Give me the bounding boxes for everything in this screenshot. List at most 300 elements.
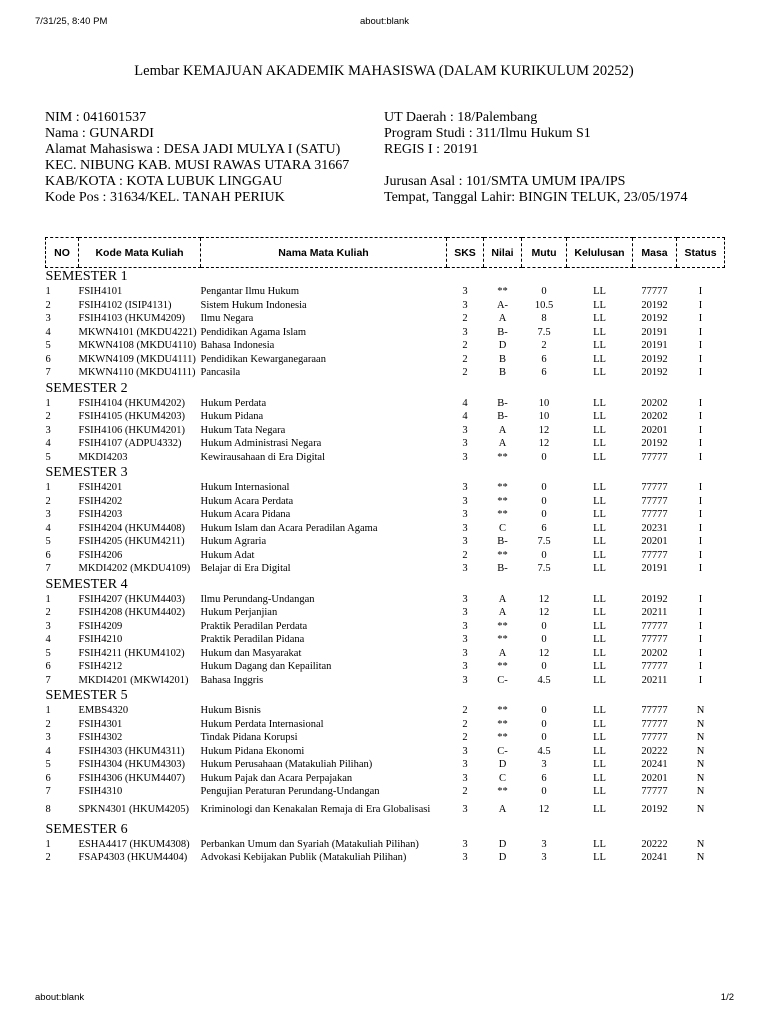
cell-nama: Bahasa Indonesia xyxy=(200,340,275,352)
table-row xyxy=(46,593,725,607)
cell-nilai: ** xyxy=(497,451,508,463)
cell-masa: 77777 xyxy=(641,705,668,717)
cell-nilai: D xyxy=(498,838,507,850)
cell-kelulusan: LL xyxy=(593,482,606,494)
info-kode-pos: Kode Pos : 31634/KEL. TANAH PERIUK xyxy=(45,190,285,205)
cell-masa: 77777 xyxy=(641,620,668,632)
cell-masa: 77777 xyxy=(641,286,668,298)
cell-status: I xyxy=(698,482,703,494)
cell-kelulusan: LL xyxy=(593,424,606,436)
cell-mutu: 0 xyxy=(541,482,547,494)
cell-masa: 20192 xyxy=(641,299,668,311)
cell-no: 1 xyxy=(45,286,51,298)
cell-nama: Hukum Perdata xyxy=(200,397,267,409)
table-row xyxy=(46,799,725,821)
cell-status: I xyxy=(698,536,703,548)
cell-kode: MKWN4110 (MKDU4111) xyxy=(78,367,196,379)
cell-kelulusan: LL xyxy=(593,299,606,311)
cell-sks: 2 xyxy=(462,353,468,365)
cell-status: I xyxy=(698,299,703,311)
cell-mutu: 0 xyxy=(541,634,547,646)
cell-status: I xyxy=(698,509,703,521)
info-nim: NIM : 041601537 xyxy=(45,110,147,125)
cell-nilai: C- xyxy=(497,745,508,757)
cell-nilai: ** xyxy=(497,549,508,561)
cell-status: I xyxy=(698,674,703,686)
cell-nama: Bahasa Inggris xyxy=(200,674,264,686)
cell-mutu: 10 xyxy=(538,411,550,423)
cell-no: 3 xyxy=(45,620,51,632)
cell-nilai: A xyxy=(498,424,507,436)
cell-no: 5 xyxy=(45,759,51,771)
info-program-studi: Program Studi : 311/Ilmu Hukum S1 xyxy=(384,126,591,141)
cell-nama: Kewirausahaan di Era Digital xyxy=(200,451,325,463)
cell-status: I xyxy=(698,340,703,352)
cell-mutu: 0 xyxy=(541,661,547,673)
cell-mutu: 7.5 xyxy=(537,563,551,575)
cell-sks: 2 xyxy=(462,718,468,730)
cell-nama: Hukum Perjanjian xyxy=(200,607,278,619)
cell-nama: Praktik Peradilan Perdata xyxy=(200,620,308,632)
cell-nilai: ** xyxy=(497,732,508,744)
cell-kode: FSAP4303 (HKUM4404) xyxy=(78,852,188,864)
cell-masa: 20201 xyxy=(641,772,668,784)
cell-nama: Pengantar Ilmu Hukum xyxy=(200,286,300,298)
cell-no: 3 xyxy=(45,509,51,521)
cell-kelulusan: LL xyxy=(593,745,606,757)
cell-mutu: 6 xyxy=(541,522,547,534)
cell-masa: 20191 xyxy=(641,326,668,338)
cell-mutu: 0 xyxy=(541,495,547,507)
col-header-kelulusan: Kelulusan xyxy=(567,238,633,268)
cell-masa: 20192 xyxy=(641,438,668,450)
cell-nilai: C xyxy=(498,772,506,784)
cell-mutu: 12 xyxy=(538,804,550,815)
table-row xyxy=(46,481,725,495)
cell-masa: 20191 xyxy=(641,340,668,352)
cell-nama: Pendidikan Kewarganegaraan xyxy=(200,353,326,365)
cell-kelulusan: LL xyxy=(593,411,606,423)
cell-status: N xyxy=(696,786,705,798)
cell-nilai: B- xyxy=(497,411,508,423)
print-url: about:blank xyxy=(35,992,85,1003)
cell-kelulusan: LL xyxy=(593,607,606,619)
cell-masa: 20241 xyxy=(641,759,668,771)
cell-mutu: 12 xyxy=(538,424,550,436)
print-header xyxy=(35,16,734,30)
cell-sks: 2 xyxy=(462,340,468,352)
cell-status: N xyxy=(696,732,705,744)
cell-mutu: 0 xyxy=(541,732,547,744)
cell-sks: 3 xyxy=(462,759,468,771)
cell-masa: 77777 xyxy=(641,786,668,798)
cell-status: N xyxy=(696,838,705,850)
cell-mutu: 4.5 xyxy=(537,745,551,757)
cell-nilai: B xyxy=(498,353,506,365)
semester-label: SEMESTER 2 xyxy=(45,380,128,396)
cell-mutu: 2 xyxy=(541,340,547,352)
cell-nama: Pancasila xyxy=(200,367,241,379)
cell-sks: 2 xyxy=(462,732,468,744)
cell-kode: SPKN4301 (HKUM4205) xyxy=(78,804,190,815)
print-footer xyxy=(35,992,734,1006)
cell-no: 6 xyxy=(45,772,51,784)
cell-nilai: A xyxy=(498,593,507,605)
table-row xyxy=(46,397,725,411)
cell-status: I xyxy=(698,286,703,298)
cell-status: I xyxy=(698,367,703,379)
table-row xyxy=(46,718,725,732)
cell-kelulusan: LL xyxy=(593,772,606,784)
cell-nilai: A xyxy=(498,804,507,815)
cell-no: 4 xyxy=(45,634,51,646)
cell-nama: Hukum Agraria xyxy=(200,536,267,548)
cell-nama: Praktik Peradilan Pidana xyxy=(200,634,305,646)
cell-sks: 3 xyxy=(462,536,468,548)
cell-mutu: 10.5 xyxy=(534,299,554,311)
table-row xyxy=(46,424,725,438)
cell-nilai: ** xyxy=(497,705,508,717)
cell-status: I xyxy=(698,563,703,575)
cell-no: 1 xyxy=(45,482,51,494)
cell-nama: Pengujian Peraturan Perundang-Undangan xyxy=(200,786,380,798)
cell-no: 6 xyxy=(45,549,51,561)
cell-kode: FSIH4303 (HKUM4311) xyxy=(78,745,185,757)
semester-row xyxy=(46,380,725,397)
cell-mutu: 12 xyxy=(538,438,550,450)
cell-nama: Hukum Pajak dan Acara Perpajakan xyxy=(200,772,353,784)
cell-sks: 3 xyxy=(462,661,468,673)
cell-nama: Advokasi Kebijakan Publik (Matakuliah Pilihan) xyxy=(200,852,407,864)
cell-kode: FSIH4306 (HKUM4407) xyxy=(78,772,185,784)
cell-kode: FSIH4101 xyxy=(78,286,123,298)
cell-mutu: 0 xyxy=(541,451,547,463)
cell-kode: MKWN4101 (MKDU4221) xyxy=(78,326,197,338)
cell-masa: 20211 xyxy=(641,674,668,686)
cell-kode: FSIH4208 (HKUM4402) xyxy=(78,607,185,619)
cell-nama: Hukum Adat xyxy=(200,549,255,561)
cell-mutu: 12 xyxy=(538,607,550,619)
cell-nilai: A xyxy=(498,313,507,325)
table-row xyxy=(46,758,725,772)
cell-nama: Hukum Acara Pidana xyxy=(200,509,291,521)
table-row xyxy=(46,731,725,745)
cell-status: I xyxy=(698,549,703,561)
cell-masa: 20202 xyxy=(641,647,668,659)
cell-sks: 2 xyxy=(462,367,468,379)
cell-nilai: D xyxy=(498,852,507,864)
cell-masa: 20222 xyxy=(641,745,668,757)
table-row xyxy=(46,312,725,326)
cell-masa: 77777 xyxy=(641,482,668,494)
cell-sks: 3 xyxy=(462,620,468,632)
cell-mutu: 4.5 xyxy=(537,674,551,686)
cell-no: 7 xyxy=(45,786,51,798)
cell-masa: 77777 xyxy=(641,495,668,507)
table-row xyxy=(46,851,725,865)
cell-masa: 20231 xyxy=(641,522,668,534)
cell-masa: 20191 xyxy=(641,563,668,575)
cell-status: I xyxy=(698,411,703,423)
cell-sks: 3 xyxy=(462,424,468,436)
cell-status: N xyxy=(696,718,705,730)
cell-sks: 3 xyxy=(462,299,468,311)
cell-masa: 20192 xyxy=(641,804,668,815)
semester-row xyxy=(46,821,725,838)
cell-status: I xyxy=(698,607,703,619)
cell-sks: 4 xyxy=(462,411,468,423)
cell-masa: 20201 xyxy=(641,424,668,436)
cell-mutu: 6 xyxy=(541,353,547,365)
cell-no: 2 xyxy=(45,299,51,311)
cell-status: N xyxy=(696,705,705,717)
cell-kode: MKDI4201 (MKWI4201) xyxy=(78,674,189,686)
cell-nama: Hukum Pidana xyxy=(200,411,264,423)
cell-no: 1 xyxy=(45,593,51,605)
cell-no: 3 xyxy=(45,424,51,436)
cell-nama: Ilmu Negara xyxy=(200,313,254,325)
cell-status: I xyxy=(698,522,703,534)
cell-no: 2 xyxy=(45,718,51,730)
cell-nama: Hukum Pidana Ekonomi xyxy=(200,745,305,757)
cell-mutu: 0 xyxy=(541,620,547,632)
cell-mutu: 3 xyxy=(541,759,547,771)
table-row xyxy=(46,633,725,647)
student-info-right xyxy=(384,110,688,206)
table-header-row xyxy=(46,238,725,268)
cell-mutu: 12 xyxy=(538,647,550,659)
cell-kode: FSIH4310 xyxy=(78,786,123,798)
cell-masa: 20192 xyxy=(641,593,668,605)
cell-no: 7 xyxy=(45,367,51,379)
cell-masa: 20202 xyxy=(641,411,668,423)
cell-sks: 3 xyxy=(462,286,468,298)
cell-no: 5 xyxy=(45,536,51,548)
cell-status: I xyxy=(698,313,703,325)
cell-masa: 20192 xyxy=(641,353,668,365)
cell-kode: FSIH4304 (HKUM4303) xyxy=(78,759,185,771)
cell-no: 4 xyxy=(45,438,51,450)
cell-kelulusan: LL xyxy=(593,367,606,379)
info-nama: Nama : GUNARDI xyxy=(45,126,154,141)
semester-row xyxy=(46,687,725,704)
semester-row xyxy=(46,464,725,481)
cell-no: 5 xyxy=(45,451,51,463)
cell-no: 2 xyxy=(45,852,51,864)
table-row xyxy=(46,549,725,563)
cell-nilai: ** xyxy=(497,634,508,646)
table-row xyxy=(46,745,725,759)
table-row xyxy=(46,339,725,353)
cell-kode: ESHA4417 (HKUM4308) xyxy=(78,838,190,850)
cell-kode: FSIH4102 (ISIP4131) xyxy=(78,299,172,311)
cell-kode: FSIH4105 (HKUM4203) xyxy=(78,411,185,423)
cell-nilai: ** xyxy=(497,482,508,494)
cell-sks: 3 xyxy=(462,838,468,850)
cell-kelulusan: LL xyxy=(593,804,606,815)
cell-sks: 3 xyxy=(462,745,468,757)
cell-no: 2 xyxy=(45,495,51,507)
cell-mutu: 6 xyxy=(541,367,547,379)
info-jurusan-asal: Jurusan Asal : 101/SMTA UMUM IPA/IPS xyxy=(384,174,626,189)
cell-nilai: A- xyxy=(496,299,509,311)
cell-kode: FSIH4202 xyxy=(78,495,123,507)
cell-mutu: 0 xyxy=(541,718,547,730)
cell-mutu: 3 xyxy=(541,852,547,864)
cell-nilai: ** xyxy=(497,786,508,798)
table-row xyxy=(46,285,725,299)
col-header-status: Status xyxy=(677,238,725,268)
cell-nama: Hukum Perdata Internasional xyxy=(200,718,324,730)
cell-sks: 3 xyxy=(462,674,468,686)
table-row xyxy=(46,535,725,549)
cell-mutu: 6 xyxy=(541,772,547,784)
cell-nilai: A xyxy=(498,647,507,659)
student-info-left xyxy=(45,110,349,206)
cell-mutu: 10 xyxy=(538,397,550,409)
grades-body xyxy=(46,268,725,865)
cell-no: 1 xyxy=(45,397,51,409)
table-row xyxy=(46,785,725,799)
cell-kelulusan: LL xyxy=(593,451,606,463)
cell-masa: 77777 xyxy=(641,549,668,561)
cell-sks: 3 xyxy=(462,509,468,521)
cell-sks: 2 xyxy=(462,786,468,798)
cell-kelulusan: LL xyxy=(593,353,606,365)
cell-masa: 20211 xyxy=(641,607,668,619)
table-row xyxy=(46,326,725,340)
table-row xyxy=(46,562,725,576)
cell-kelulusan: LL xyxy=(593,522,606,534)
cell-kelulusan: LL xyxy=(593,593,606,605)
info-alamat-line2: KEC. NIBUNG KAB. MUSI RAWAS UTARA 31667 xyxy=(45,158,350,173)
cell-sks: 3 xyxy=(462,772,468,784)
col-header-sks: SKS xyxy=(447,238,484,268)
cell-status: I xyxy=(698,326,703,338)
cell-kelulusan: LL xyxy=(593,326,606,338)
cell-kelulusan: LL xyxy=(593,563,606,575)
cell-kelulusan: LL xyxy=(593,634,606,646)
cell-kelulusan: LL xyxy=(593,620,606,632)
cell-kode: FSIH4107 (ADPU4332) xyxy=(78,438,182,450)
cell-nama: Sistem Hukum Indonesia xyxy=(200,299,307,311)
cell-sks: 2 xyxy=(462,705,468,717)
table-row xyxy=(46,647,725,661)
col-header-masa: Masa xyxy=(633,238,677,268)
cell-nilai: A xyxy=(498,438,507,450)
cell-sks: 3 xyxy=(462,482,468,494)
cell-no: 1 xyxy=(45,838,51,850)
cell-sks: 3 xyxy=(462,634,468,646)
cell-nama: Hukum Acara Perdata xyxy=(200,495,294,507)
cell-sks: 2 xyxy=(462,549,468,561)
cell-status: N xyxy=(696,852,705,864)
cell-kelulusan: LL xyxy=(593,509,606,521)
cell-status: I xyxy=(698,647,703,659)
info-alamat: Alamat Mahasiswa : DESA JADI MULYA I (SATU) xyxy=(45,142,341,157)
info-ttl: Tempat, Tanggal Lahir: BINGIN TELUK, 23/05/1974 xyxy=(384,190,688,205)
cell-nilai: D xyxy=(498,340,507,352)
cell-mutu: 12 xyxy=(538,593,550,605)
cell-status: N xyxy=(696,745,705,757)
cell-no: 7 xyxy=(45,674,51,686)
cell-nama: Hukum Tata Negara xyxy=(200,424,286,436)
cell-mutu: 0 xyxy=(541,549,547,561)
cell-no: 1 xyxy=(45,705,51,717)
cell-masa: 77777 xyxy=(641,634,668,646)
cell-kelulusan: LL xyxy=(593,732,606,744)
table-row xyxy=(46,620,725,634)
cell-kelulusan: LL xyxy=(593,549,606,561)
cell-mutu: 0 xyxy=(541,509,547,521)
cell-no: 6 xyxy=(45,353,51,365)
cell-nilai: A xyxy=(498,607,507,619)
cell-kode: FSIH4207 (HKUM4403) xyxy=(78,593,185,605)
info-regis: REGIS I : 20191 xyxy=(384,142,479,157)
cell-masa: 20201 xyxy=(641,536,668,548)
cell-kode: MKWN4108 (MKDU4110) xyxy=(78,340,197,352)
cell-mutu: 0 xyxy=(541,786,547,798)
cell-status: N xyxy=(696,804,705,815)
cell-no: 6 xyxy=(45,661,51,673)
cell-kelulusan: LL xyxy=(593,718,606,730)
cell-sks: 3 xyxy=(462,647,468,659)
info-kab-kota: KAB/KOTA : KOTA LUBUK LINGGAU xyxy=(45,174,283,189)
cell-kelulusan: LL xyxy=(593,286,606,298)
cell-nilai: B- xyxy=(497,326,508,338)
cell-status: I xyxy=(698,451,703,463)
cell-sks: 2 xyxy=(462,313,468,325)
cell-nilai: ** xyxy=(497,661,508,673)
cell-nilai: ** xyxy=(497,620,508,632)
cell-nilai: ** xyxy=(497,286,508,298)
cell-status: I xyxy=(698,634,703,646)
cell-kelulusan: LL xyxy=(593,852,606,864)
cell-sks: 3 xyxy=(462,563,468,575)
cell-nama: Hukum Perusahaan (Matakuliah Pilihan) xyxy=(200,759,373,771)
cell-no: 2 xyxy=(45,411,51,423)
cell-status: I xyxy=(698,397,703,409)
cell-kode: FSIH4209 xyxy=(78,620,123,632)
cell-nilai: B- xyxy=(497,397,508,409)
cell-nama: Hukum Administrasi Negara xyxy=(200,438,322,450)
cell-kelulusan: LL xyxy=(593,495,606,507)
cell-sks: 3 xyxy=(462,852,468,864)
info-blank xyxy=(384,158,688,174)
cell-no: 5 xyxy=(45,647,51,659)
cell-sks: 3 xyxy=(462,326,468,338)
cell-kode: FSIH4104 (HKUM4202) xyxy=(78,397,185,409)
semester-row xyxy=(46,576,725,593)
cell-masa: 20192 xyxy=(641,367,668,379)
cell-masa: 20202 xyxy=(641,397,668,409)
cell-sks: 3 xyxy=(462,593,468,605)
cell-no: 5 xyxy=(45,340,51,352)
cell-no: 4 xyxy=(45,522,51,534)
cell-mutu: 7.5 xyxy=(537,326,551,338)
cell-sks: 3 xyxy=(462,804,468,815)
cell-nilai: ** xyxy=(497,509,508,521)
cell-nama: Pendidikan Agama Islam xyxy=(200,326,307,338)
cell-status: I xyxy=(698,438,703,450)
cell-sks: 3 xyxy=(462,451,468,463)
cell-nama: Kriminologi dan Kenakalan Remaja di Era Globalisasi xyxy=(200,804,431,815)
cell-mutu: 0 xyxy=(541,705,547,717)
cell-sks: 3 xyxy=(462,438,468,450)
cell-kelulusan: LL xyxy=(593,759,606,771)
cell-no: 3 xyxy=(45,732,51,744)
table-row xyxy=(46,410,725,424)
